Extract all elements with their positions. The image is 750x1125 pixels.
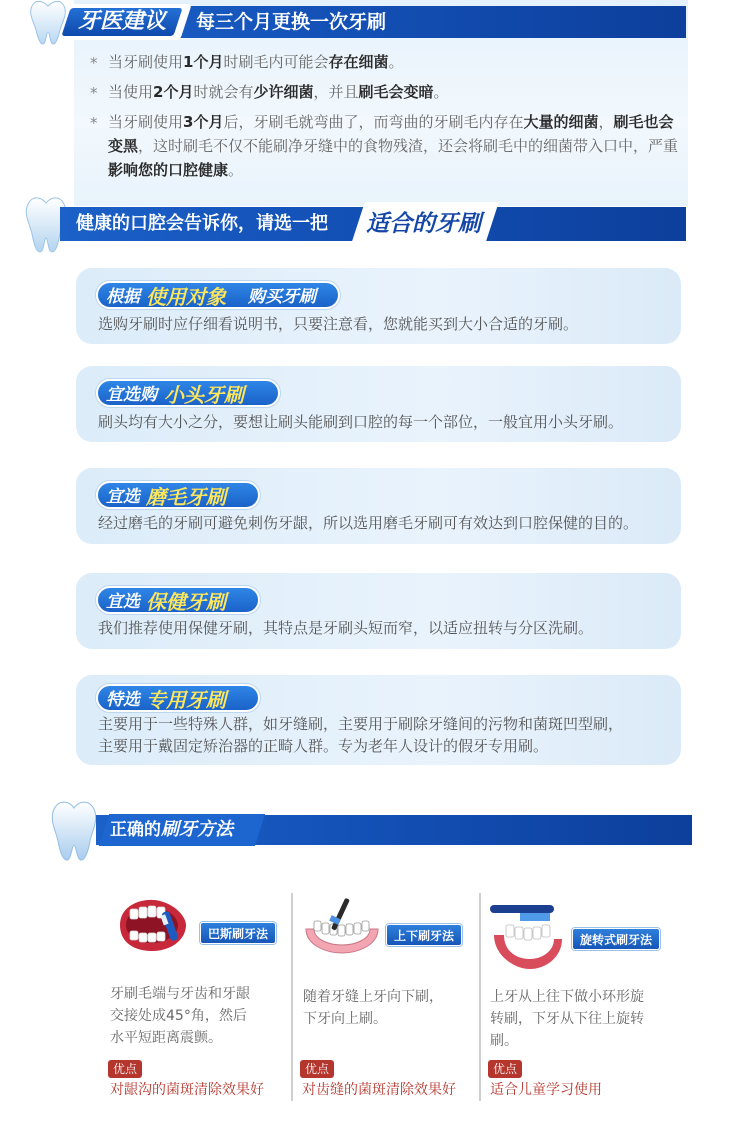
tips-tag: 适合的牙刷 (366, 211, 481, 237)
tip-description: 主要用于戴固定矫治器的正畸人群。专为老年人设计的假牙专用刷。 (98, 737, 549, 755)
method-description: 水平短距离震颤。 (110, 1030, 222, 1046)
updown-method-illustration (300, 895, 384, 957)
merit-text: 对齿缝的菌斑清除效果好 (302, 1082, 456, 1098)
merit-badge: 优点 (300, 1060, 334, 1078)
method-description: 上牙从上往下做小环形旋 (490, 989, 644, 1005)
tip-pill-highlight: 使用对象 (146, 285, 226, 309)
method-description: 牙刷毛端与牙齿和牙龈 (110, 986, 250, 1002)
column-divider (291, 893, 293, 1101)
method-description: 随着牙缝上牙向下刷， (303, 989, 443, 1005)
advice-list (86, 50, 686, 188)
advice-item: * 当牙刷使用1个月时刷毛内可能会存在细菌。 (86, 50, 686, 74)
tips-title: 健康的口腔会告诉你，请选一把 (76, 213, 328, 234)
advice-tag: 牙医建议 (78, 9, 167, 34)
method-title-prefix: 正确的 (110, 820, 161, 840)
method-tag: 上下刷牙法 (386, 924, 462, 946)
tip-pill-prefix: 宜选 (106, 592, 140, 612)
tip-description: 选购牙刷时应仔细看说明书，只要注意看，您就能买到大小合适的牙刷。 (98, 315, 579, 333)
tip-pill-prefix: 根据 (106, 287, 140, 307)
method-tag: 巴斯刷牙法 (200, 922, 276, 944)
merit-text: 适合儿童学习使用 (490, 1082, 602, 1098)
method-description: 交接处成45°角，然后 (110, 1008, 247, 1024)
tip-pill-highlight: 保健牙刷 (146, 590, 226, 614)
method-title-highlight: 刷牙方法 (161, 819, 233, 840)
advice-item: * 当使用2个月时就会有少许细菌，并且刷毛会变暗。 (86, 80, 686, 104)
tip-pill-prefix: 特选 (106, 690, 140, 710)
merit-badge: 优点 (488, 1060, 522, 1078)
method-tag: 旋转式刷牙法 (572, 928, 660, 950)
tip-pill-prefix: 宜选购 (106, 385, 157, 405)
tip-description: 经过磨毛的牙刷可避免刺伤牙龈，所以选用磨毛牙刷可有效达到口腔保健的目的。 (98, 514, 639, 532)
tooth-icon (26, 0, 70, 46)
tip-pill-suffix: 购买牙刷 (248, 287, 316, 307)
column-divider (479, 893, 481, 1101)
tip-pill-highlight: 专用牙刷 (146, 688, 226, 712)
method-description: 刷。 (490, 1033, 518, 1049)
tip-pill-highlight: 小头牙刷 (164, 383, 244, 407)
bass-method-illustration (116, 895, 196, 955)
merit-text: 对龈沟的菌斑清除效果好 (110, 1082, 264, 1098)
method-description: 转刷，下牙从下往上旋转 (490, 1011, 644, 1027)
method-description: 下牙向上刷。 (303, 1011, 387, 1027)
tip-description: 主要用于一些特殊人群，如牙缝刷，主要用于刷除牙缝间的污物和菌斑凹型刷， (98, 715, 624, 733)
advice-title: 每三个月更换一次牙刷 (196, 11, 387, 33)
tip-description: 我们推荐使用保健牙刷，其特点是牙刷头短而窄，以适应扭转与分区洗刷。 (98, 619, 594, 637)
tooth-icon (48, 800, 100, 862)
advice-item: * 当牙刷使用3个月后，牙刷毛就弯曲了，而弯曲的牙刷毛内存在大量的细菌，刷毛也会变黑，这时刷毛不仅不能刷净牙缝中的食物残渣，还会将刷毛中的细菌带入口中，严重影响您的口腔健康。 (86, 110, 686, 182)
method-title (110, 815, 233, 845)
tip-pill-prefix: 宜选 (106, 487, 140, 507)
tip-description: 刷头均有大小之分，要想让刷头能刷到口腔的每一个部位，一般宜用小头牙刷。 (98, 413, 624, 431)
tip-pill-highlight: 磨毛牙刷 (146, 485, 226, 509)
merit-badge: 优点 (108, 1060, 142, 1078)
rotation-method-illustration (484, 895, 570, 975)
